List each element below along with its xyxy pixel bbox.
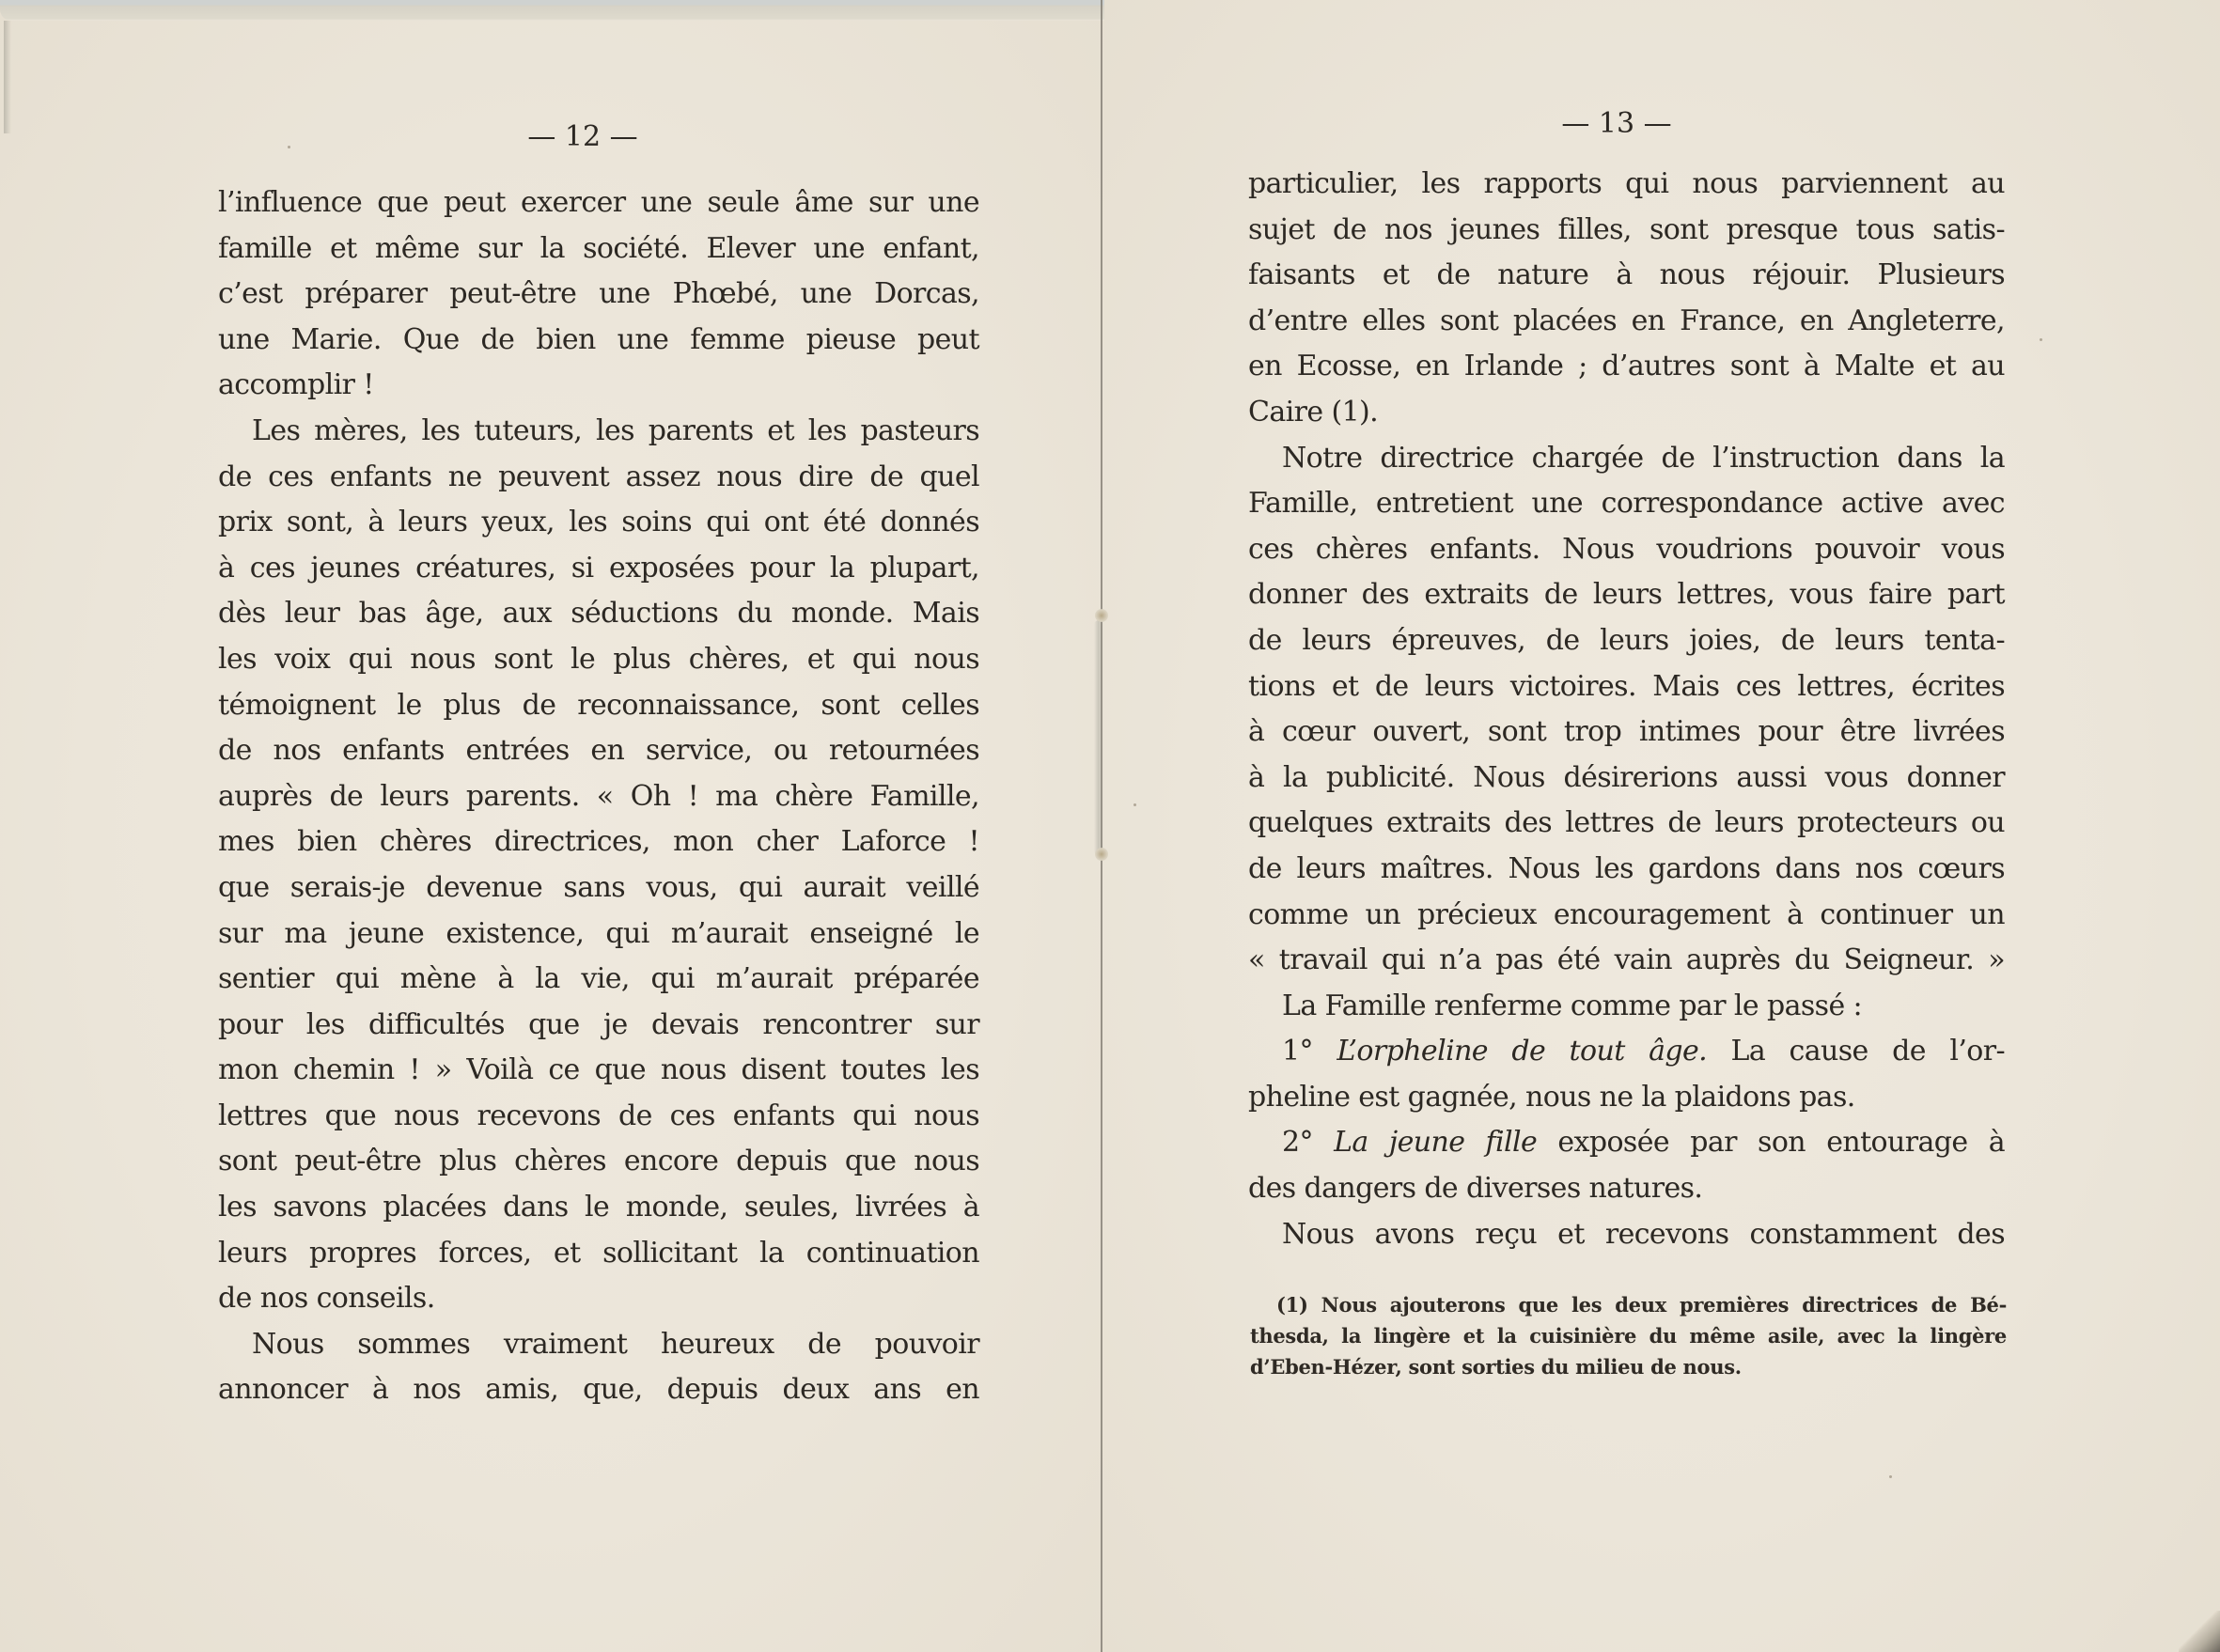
footnote-line: (1) Nous ajouterons que les deux premières directrices de Bé- [1276,1293,2007,1317]
text-line: famille et même sur la société. Elever une enfant, [218,231,979,265]
text-line: Nous avons reçu et recevons constamment des [1282,1217,2005,1251]
list-item-title: La jeune fille [1334,1126,1538,1160]
footnote-line: d’Eben-Hézer, sont sorties du milieu de nous. [1250,1355,1742,1379]
text-line: l’influence que peut exercer une seule âme sur une [218,186,979,219]
text-line: « travail qui n’a pas été vain auprès du Seigneur. » [1248,943,2005,977]
text-line: de leurs maîtres. Nous les gardons dans nos cœurs [1248,851,2005,885]
text-line: ces chères enfants. Nous voudrions pouvoir vous [1248,532,2005,566]
list-item-number: 2° [1282,1126,1313,1160]
text-line: comme un précieux encouragement à continuer un [1248,897,2005,931]
left-page-body [218,180,979,1413]
page-edge-shadow [4,21,11,133]
right-page-body [1248,162,2005,1257]
text-line: mes bien chères directrices, mon cher Laforce ! [218,825,979,859]
text-line: à la publicité. Nous désirerions aussi vous donner [1248,760,2005,794]
binding-stitch-top [1095,609,1108,622]
footnote-line: thesda, la lingère et la cuisinière du même asile, avec la lingère [1250,1324,2007,1348]
list-item-number: 1° [1282,1035,1313,1068]
text-line: leurs propres forces, et sollicitant la continuation [218,1236,979,1270]
list-item-text: exposée par son entourage à [1557,1126,2006,1160]
text-line: en Ecosse, en Irlande ; d’autres sont à Malte et au [1248,350,2005,383]
text-line: annoncer à nos amis, que, depuis deux ans en [218,1373,979,1407]
text-line: Les mères, les tuteurs, les parents et les pasteurs [252,413,979,447]
text-line: c’est préparer peut-être une Phœbé, une Dorcas, [218,277,979,311]
text-line: donner des extraits de leurs lettres, vous faire part [1248,578,2005,612]
paper-speck [288,146,290,148]
text-line: d’entre elles sont placées en France, en Angleterre, [1248,304,2005,337]
page-corner-curl [2179,1611,2220,1652]
gutter-fold-shadow [1094,620,1103,855]
text-line: dès leur bas âge, aux séductions du monde. Mais [218,597,979,631]
text-line: tions et de leurs victoires. Mais ces lettres, écrites [1248,669,2005,703]
text-line: La Famille renferme comme par le passé : [1282,989,1863,1022]
text-line: Notre directrice chargée de l’instruction dans la [1282,441,2005,475]
binding-stitch-bottom [1095,848,1108,861]
text-line: à cœur ouvert, sont trop intimes pour être livrées [1248,715,2005,749]
text-line: les voix qui nous sont le plus chères, et qui nous [218,642,979,676]
paper-speck [2040,338,2042,341]
list-item-title: L’orpheline de tout âge. [1337,1035,1708,1068]
paper-speck [1133,803,1136,806]
text-line: quelques extraits des lettres de leurs protecteurs ou [1248,806,2005,840]
text-line: de nos conseils. [218,1282,435,1316]
text-line: auprès de leurs parents. « Oh ! ma chère Famille, [218,779,979,813]
text-line: de leurs épreuves, de leurs joies, de leurs tenta- [1248,623,2005,657]
page-top-edge [0,0,1104,21]
page-number-right: — 13 — [1561,107,1672,140]
text-line: sentier qui mène à la vie, qui m’aurait préparée [218,962,979,996]
text-line: accomplir ! [218,368,374,402]
text-line: prix sont, à leurs yeux, les soins qui ont été donnés [218,506,979,539]
list-item-1 [1248,1029,2005,1075]
text-line: Caire (1). [1248,395,1379,429]
text-line: pour les difficultés que je devais rencontrer sur [218,1007,979,1041]
text-line: que serais-je devenue sans vous, qui aurait veillé [218,870,979,904]
text-line: les savons placées dans le monde, seules, livrées à [218,1191,979,1224]
text-line: Nous sommes vraiment heureux de pouvoir [252,1327,979,1361]
text-line: à ces jeunes créatures, si exposées pour la plupart, [218,551,979,584]
list-item-text: La cause de l’or- [1730,1035,2006,1068]
text-line: une Marie. Que de bien une femme pieuse peut [218,322,979,356]
footnote [1250,1289,2007,1382]
text-line: sont peut-être plus chères encore depuis que nous [218,1145,979,1178]
text-line: de ces enfants ne peuvent assez nous dire de quel [218,460,979,493]
paper-speck [1889,1475,1892,1478]
text-line: de nos enfants entrées en service, ou retournées [218,734,979,768]
text-line: des dangers de diverses natures. [1248,1172,1703,1206]
text-line: témoignent le plus de reconnaissance, sont celles [218,688,979,722]
text-line: lettres que nous recevons de ces enfants qui nous [218,1099,979,1132]
text-line: mon chemin ! » Voilà ce que nous disent toutes les [218,1053,979,1087]
text-line: Famille, entretient une correspondance active avec [1248,487,2005,521]
text-line: pheline est gagnée, nous ne la plaidons pas. [1248,1080,1855,1114]
page-number-left: — 12 — [527,120,638,153]
text-line: sur ma jeune existence, qui m’aurait enseigné le [218,916,979,950]
text-line: faisants et de nature à nous réjouir. Plusieurs [1248,258,2005,292]
text-line: sujet de nos jeunes filles, sont presque tous satis- [1248,212,2005,246]
text-line: particulier, les rapports qui nous parviennent au [1248,167,2005,200]
list-item-2 [1248,1120,2005,1166]
